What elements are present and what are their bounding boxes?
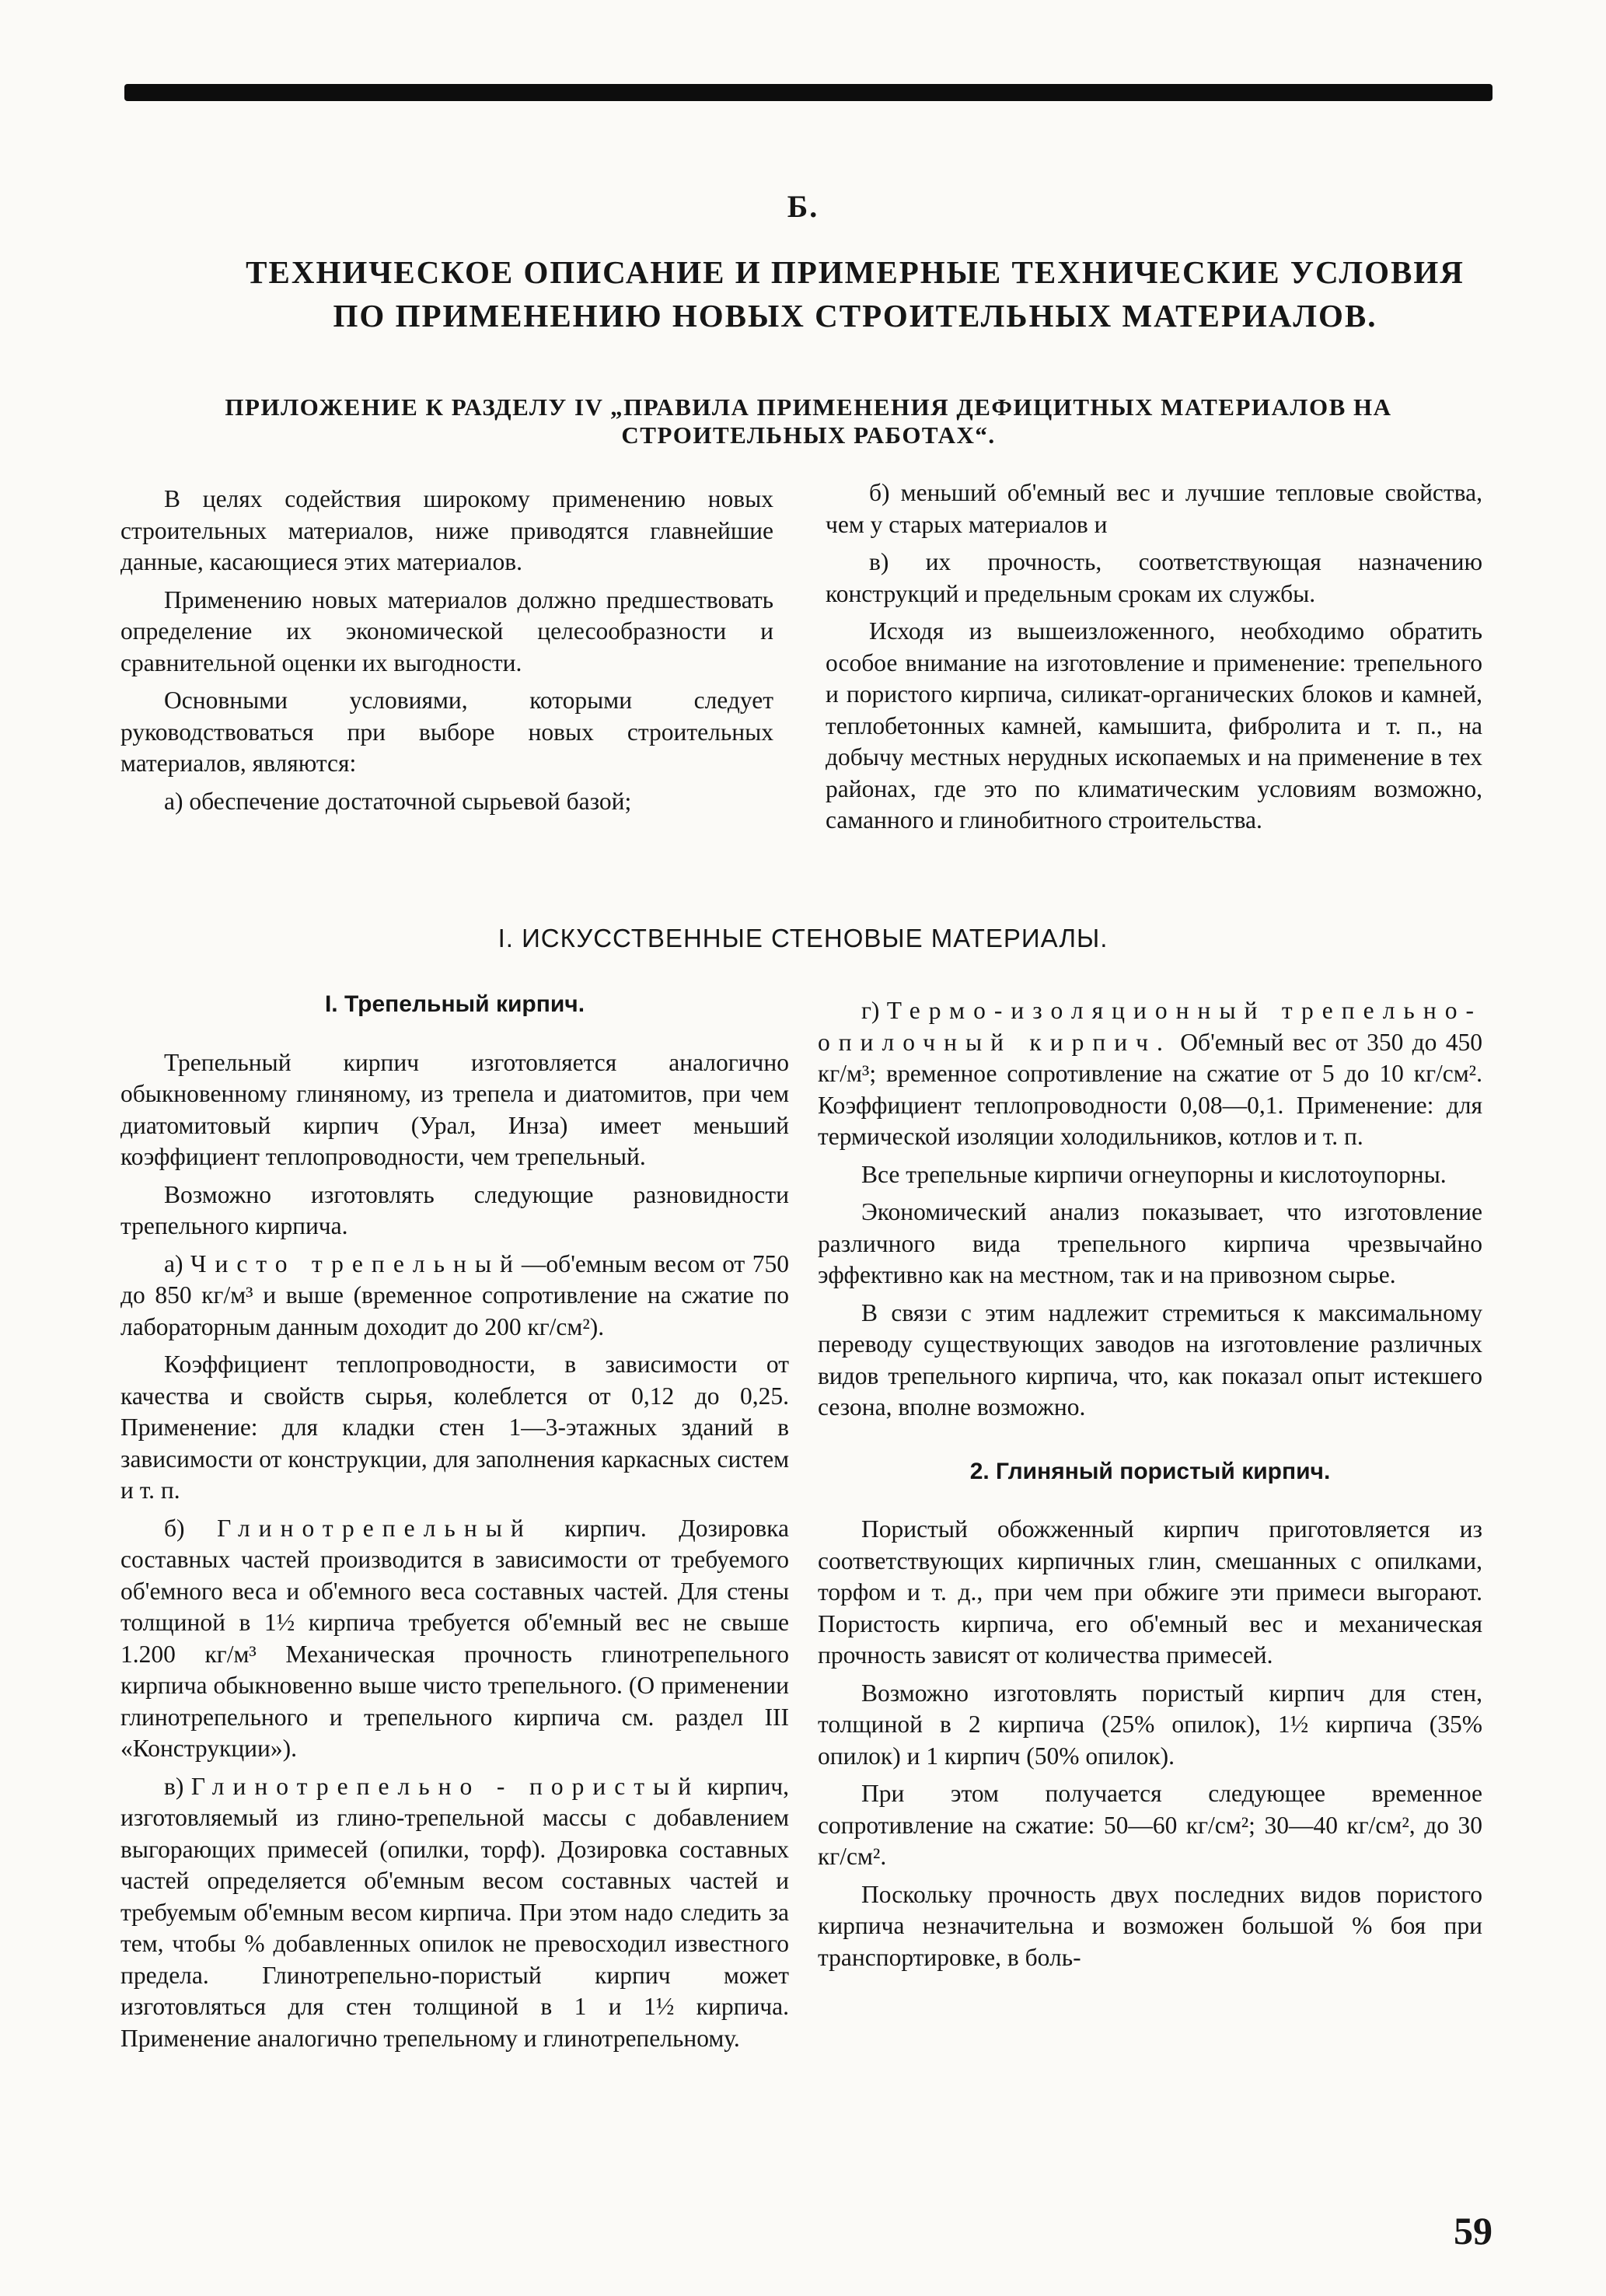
- body-left-column: [120, 989, 789, 2054]
- list-item: [120, 1249, 789, 1344]
- intro-right-column: [826, 477, 1482, 837]
- section-letter: Б.: [787, 189, 819, 224]
- paragraph: Коэффициент теплопроводности, в зависимости от качества и свойств сырья, колеблется от 0,12 до 0,25. Применение: для кладки стен 1—3-этажных зданий в зависимости от конструкции, для заполнения каркасных систем и т. п.: [120, 1351, 789, 1504]
- paragraph: Применению новых материалов должно предшествовать определение их экономической целесообразности и сравнительной оценки их выгодности.: [120, 585, 773, 676]
- item-label: г): [861, 997, 880, 1024]
- item-text: —об'емным весом от 750 до 850 кг/м³ и выше (временное сопротивление на сжатие по лабораторным данным доходит до 200 кг/см²).: [120, 1249, 790, 1340]
- list-item: [120, 1771, 789, 2055]
- item-term: Чисто трепельный: [190, 1249, 522, 1277]
- section-heading: 2. Глиняный пористый кирпич.: [969, 1458, 1331, 1484]
- page-title: ТЕХНИЧЕСКОЕ ОПИСАНИЕ И ПРИМЕРНЫЕ ТЕХНИЧЕСКИЕ УСЛОВИЯ ПО ПРИМЕНЕНИЮ НОВЫХ СТРОИТЕЛЬНЫХ МАТЕРИАЛОВ.: [246, 254, 1465, 334]
- paragraph: Трепельный кирпич изготовляется аналогично обыкновенному глиняному, из трепела и диатомитов, при чем диатомитовый кирпич (Урал, Инза) имеет меньший коэффициент теплопроводности, чем трепельный.: [120, 1048, 789, 1170]
- paragraph: б) меньший об'емный вес и лучшие тепловые свойства, чем у старых материалов и: [826, 479, 1482, 538]
- item-text: кирпич. Дозировка составных частей производится в зависимости от требуемого об'емного веса и об'емного веса составных частей. Для стены толщиной в 1½ кирпича требуется об'емный вес не свыше 1.200 кг/м³ Механическая прочность глинотрепельного кирпича обыкновенно выше чисто трепельного. (О применении глинотрепельного и трепельного кирпича см. раздел III «Конструкции»).: [120, 1514, 789, 1762]
- top-rule: [124, 84, 1493, 101]
- item-term: Термо-изоляционный трепельно-опилочный кирпич.: [818, 997, 1482, 1056]
- item-text: Об'емный вес от 350 до 450 кг/м³; временное сопротивление на сжатие от 5 до 10 кг/см². Коэффициент теплопроводности 0,08—0,1. Применение: для термической изоляции холодильников, котлов и т. п.: [818, 1028, 1483, 1150]
- paragraph: Поскольку прочность двух последних видов пористого кирпича незначительна и возможен большой % боя при транспортировке, в боль-: [818, 1880, 1482, 1971]
- paragraph: Возможно изготовлять пористый кирпич для стен, толщиной в 2 кирпича (25% опилок), 1½ кирпича (35% опилок) и 1 кирпич (50% опилок).: [818, 1679, 1482, 1770]
- paragraph: Исходя из вышеизложенного, необходимо обратить особое внимание на изготовление и применение: трепельного и пористого кирпича, силикат-органических блоков и камней, теплобетонных камней, камышита, фибролита и т. п., на добычу местных нерудных ископаемых и на применение в тех районах, где это по климатическим условиям возможно, саманного и глинобитного строительства.: [826, 617, 1482, 833]
- item-label: а): [164, 1249, 183, 1277]
- paragraph: в) их прочность, соответствующая назначению конструкций и предельным срокам их службы.: [826, 548, 1482, 607]
- item-text: кирпич, изготовляемый из глино-трепельной массы с добавлением выгорающих примесей (опилки, торф). Дозировка составных частей определяется об'емным весом составных частей и требуемым об'емным весом кирпича. При этом надо следить за тем, чтобы % добавленных опилок не превосходил известного предела. Глинотрепельно-пористый кирпич может изготовляться для стен толщиной в 1 и 1½ кирпича. Применение аналогично трепельному и глинотрепельному.: [120, 1772, 790, 2052]
- paragraph: В целях содействия широкому применению новых строительных материалов, ниже приводятся главнейшие данные, касающиеся этих материалов.: [120, 485, 773, 575]
- body-right-column: [818, 995, 1482, 1973]
- paragraph: Все трепельные кирпичи огнеупорны и кислотоупорны.: [861, 1160, 1447, 1188]
- paragraph: В связи с этим надлежит стремиться к максимальному переводу существующих заводов на изготовление различных видов трепельного кирпича, что, как показал опыт истекшего сезона, вполне возможно.: [818, 1298, 1482, 1421]
- paragraph: а) обеспечение достаточной сырьевой базой;: [164, 787, 632, 815]
- item-label: б): [164, 1514, 185, 1542]
- part-heading: I. ИСКУССТВЕННЫЕ СТЕНОВЫЕ МАТЕРИАЛЫ.: [498, 924, 1108, 952]
- item-term: Глинотрепельно - пористый: [190, 1772, 700, 1800]
- paragraph: Возможно изготовлять следующие разновидности трепельного кирпича.: [120, 1180, 789, 1239]
- appendix-subtitle: ПРИЛОЖЕНИЕ К РАЗДЕЛУ IV „ПРАВИЛА ПРИМЕНЕНИЯ ДЕФИЦИТНЫХ МАТЕРИАЛОВ НА СТРОИТЕЛЬНЫХ РАБОТАХ“.: [225, 393, 1392, 449]
- paragraph: При этом получается следующее временное сопротивление на сжатие: 50—60 кг/см²; 30—40 кг/см², до 30 кг/см².: [818, 1780, 1482, 1870]
- intro-left-column: [120, 484, 773, 817]
- paragraph: Экономический анализ показывает, что изготовление различного вида трепельного кирпича чрезвычайно эффективно как на местном, так и на привозном сырье.: [818, 1198, 1482, 1288]
- paragraph: Основными условиями, которыми следует руководствоваться при выборе новых строительных материалов, являются:: [120, 687, 773, 777]
- section-heading: I. Трепельный кирпич.: [324, 991, 585, 1017]
- item-label: в): [164, 1772, 184, 1800]
- page-number: 59: [1454, 2209, 1493, 2252]
- list-item: [818, 995, 1482, 1153]
- list-item: [120, 1513, 789, 1765]
- item-term: Глинотрепельный: [217, 1514, 532, 1542]
- paragraph: Пористый обожженный кирпич приготовляется из соответствующих кирпичных глин, смешанных с опилками, торфом и т. д., при чем при обжиге эти примеси выгорают. Пористость кирпича, его об'емный вес и механическая прочность зависят от количества примесей.: [818, 1515, 1482, 1669]
